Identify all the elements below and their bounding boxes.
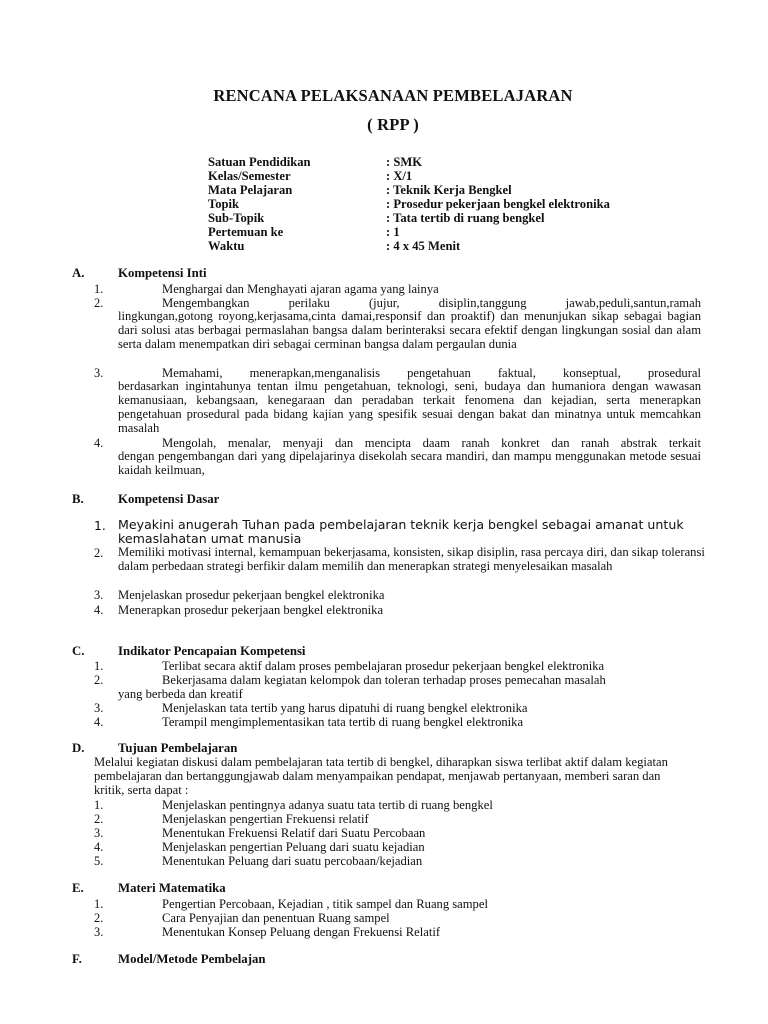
list-number: 3. [94,701,104,715]
identity-key: Sub-Topik [208,211,265,225]
list-number: 4. [94,436,104,450]
section-letter: B. [72,492,84,506]
identity-value: : Prosedur pekerjaan bengkel elektronika [386,197,610,211]
list-item-continuation: lingkungan,gotong royong,kerjasama,cinta damai,responsif dan proaktif) dan menunjukan sikap sebagai bagian dari solusi atas berbagai permaslahan bangsa dalam berinteraksi secara efektif dengan lingkungan sosial dan alam serta dalam menempatkan diri sebagai cerminan bangsa dalam pergaulan dunia [118,309,701,351]
list-number: 3. [94,588,104,602]
list-number: 3. [94,366,104,380]
document-subtitle: ( RPP ) [367,115,419,134]
section-letter: E. [72,881,84,895]
identity-key: Pertemuan ke [208,225,284,239]
section-letter: D. [72,741,85,755]
section-title: Indikator Pencapaian Kompetensi [118,644,306,658]
list-item-continuation: berdasarkan ingintahunya tentan ilmu pengetahuan, teknologi, seni, budaya dan humaniora dengan wawasan kemanusiaan, kebangsaan, kenegaraan dan peradaban terkait fenomena dan kejadian, serta menerapkan pengetahuan prosedural pada bidang kajian yang spesifik sesuai dengan bakat dan minatnya untuk memcahkan masalah [118,379,701,435]
section-letter: A. [72,266,85,280]
identity-value: : 1 [386,225,400,239]
identity-value: : Tata tertib di ruang bengkel [386,211,545,225]
list-number: 2. [94,296,104,310]
list-number: 2. [94,546,104,560]
list-number: 4. [94,603,104,617]
identity-key: Mata Pelajaran [208,183,293,197]
list-item-continuation: yang berbeda dan kreatif [118,687,243,701]
section-letter: F. [72,952,82,966]
identity-key: Kelas/Semester [208,169,291,183]
section-title: Kompetensi Dasar [118,492,220,506]
identity-value: : SMK [386,155,423,169]
list-number: 4. [94,840,104,854]
list-item: Menjelaskan tata tertib yang harus dipatuhi di ruang bengkel elektronika [162,701,528,715]
section-title: Tujuan Pembelajaran [118,741,238,755]
document-title: RENCANA PELAKSANAAN PEMBELAJARAN [213,86,573,105]
identity-value: : X/1 [386,169,413,183]
identity-key: Waktu [208,239,245,253]
list-number: 3. [94,925,104,939]
section-title: Materi Matematika [118,881,226,895]
list-item: Terlibat secara aktif dalam proses pembelajaran prosedur pekerjaan bengkel elektronika [162,659,605,673]
list-item: Menentukan Peluang dari suatu percobaan/kejadian [162,854,423,868]
list-number: 1. [94,659,104,673]
list-number: 1. [94,518,106,533]
list-number: 2. [94,911,104,925]
list-item: Terampil mengimplementasikan tata tertib di ruang bengkel elektronika [162,715,524,729]
list-item: Menjelaskan pengertian Peluang dari suatu kejadian [162,840,425,854]
list-number: 2. [94,812,104,826]
list-item: Menjelaskan pengertian Frekuensi relatif [162,812,369,826]
list-number: 5. [94,854,104,868]
list-item: Cara Penyajian dan penentuan Ruang sampel [162,911,390,925]
list-item-first-line: Mengolah, menalar, menyaji dan mencipta daam ranah konkret dan ranah abstrak terkait [162,436,701,450]
list-item-continuation: dengan pengembangan dari yang dipelajarinya disekolah secara mandiri, dan mampu menggunakan metode sesuai kaidah keilmuan, [118,449,701,477]
list-number: 4. [94,715,104,729]
list-item: Menjelaskan pentingnya adanya suatu tata tertib di ruang bengkel [162,798,493,812]
list-number: 3. [94,826,104,840]
list-item: Meyakini anugerah Tuhan pada pembelajaran teknik kerja bengkel sebagai amanat untuk kemaslahatan umat manusia [118,517,684,546]
section-title: Kompetensi Inti [118,266,207,280]
list-item-first-line: Mengembangkan perilaku (jujur, disiplin,tanggung jawab,peduli,santun,ramah [162,296,701,310]
list-number: 1. [94,282,104,296]
list-item: Memiliki motivasi internal, kemampuan bekerjasama, konsisten, sikap disiplin, rasa percaya diri, dan sikap toleransi dalam perbedaan strategi berfikir dalam memilih dan menerapkan strategi menyelesaikan masalah [118,545,705,573]
list-item: Menentukan Konsep Peluang dengan Frekuensi Relatif [162,925,441,939]
list-number: 2. [94,673,104,687]
section-intro: Melalui kegiatan diskusi dalam pembelajaran tata tertib di bengkel, diharapkan siswa terlibat aktif dalam kegiatan pembelajaran dan bertanggungjawab dalam menyampaikan pendapat, menjawab pertanyaan, memberi saran dan kritik, serta dapat : [94,755,668,797]
list-item: Bekerjasama dalam kegiatan kelompok dan toleran terhadap proses pemecahan masalah [162,673,606,687]
list-number: 1. [94,897,104,911]
section-letter: C. [72,644,85,658]
list-number: 1. [94,798,104,812]
list-item: Menentukan Frekuensi Relatif dari Suatu Percobaan [162,826,426,840]
identity-key: Topik [208,197,240,211]
identity-value: : 4 x 45 Menit [386,239,461,253]
list-item: Menjelaskan prosedur pekerjaan bengkel elektronika [118,588,385,602]
list-item-first-line: Memahami, menerapkan,menganalisis pengetahuan faktual, konseptual, prosedural [162,366,701,380]
list-item: Pengertian Percobaan, Kejadian , titik sampel dan Ruang sampel [162,897,488,911]
section-title: Model/Metode Pembelajan [118,952,266,966]
identity-value: : Teknik Kerja Bengkel [386,183,512,197]
list-item: Menghargai dan Menghayati ajaran agama yang lainya [162,282,439,296]
list-item: Menerapkan prosedur pekerjaan bengkel elektronika [118,603,384,617]
identity-key: Satuan Pendidikan [208,155,311,169]
